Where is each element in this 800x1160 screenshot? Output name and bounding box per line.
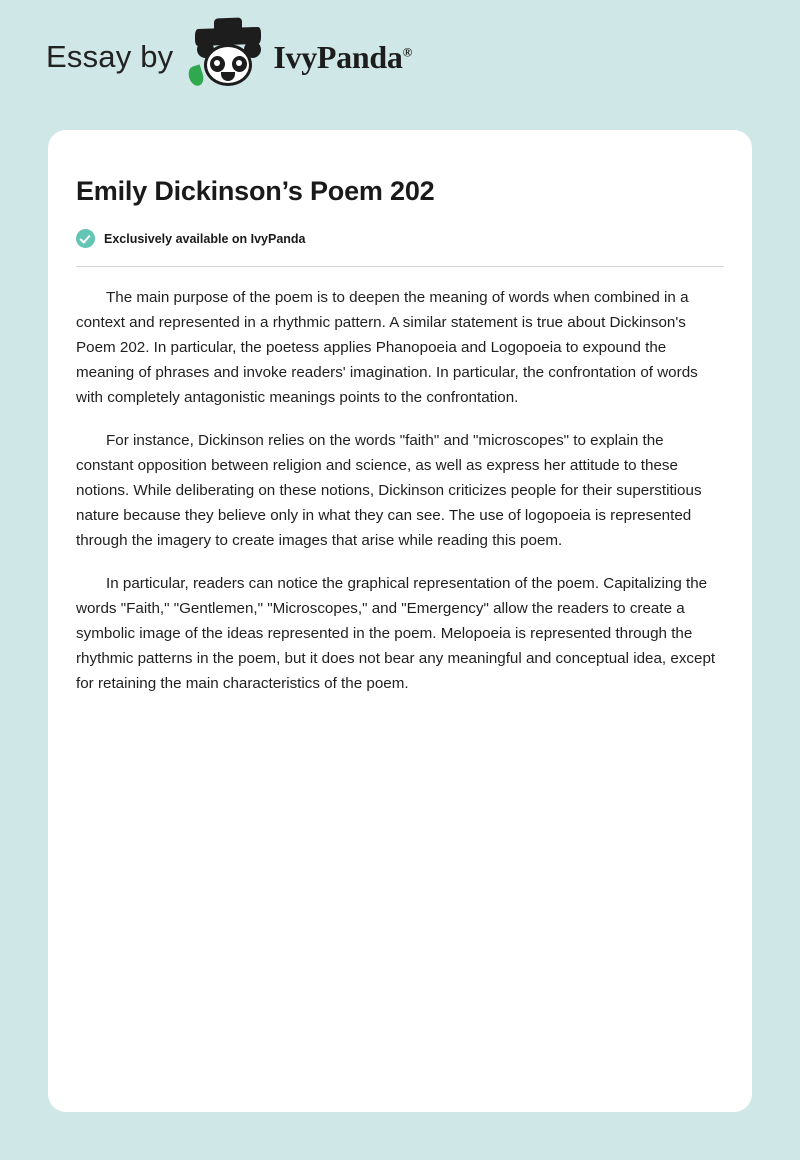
paragraph: For instance, Dickinson relies on the words "faith" and "microscopes" to explain the constant opposition between religion and science, as well as express her attitude to these notions. While deliberating on these notions, Dickinson criticizes people for their superstitious nature because they believe only in what they can see. The use of logopoeia is represented through the imagery to create images that arise while reading this poem. bbox=[76, 432, 702, 549]
header-prefix-text: Essay by bbox=[46, 39, 174, 74]
paragraph: The main purpose of the poem is to deepen the meaning of words when combined in a context and represented in a rhythmic pattern. A similar statement is true about Dickinson's Poem 202. In particular, the poetess applies Phanopoeia and Logopoeia to expound the meaning of phrases and invoke readers' imagination. In particular, the confrontation of words with completely antagonistic meanings points to the confrontation. bbox=[76, 289, 698, 406]
essay-card bbox=[48, 130, 752, 1112]
ivypanda-logo[interactable] bbox=[187, 26, 412, 88]
page-title: Emily Dickinson’s Poem 202 bbox=[76, 176, 435, 206]
logo-word-text: IvyPanda bbox=[273, 38, 403, 75]
status-badge bbox=[76, 229, 724, 248]
header-divider bbox=[76, 266, 724, 267]
logo-registered-mark: ® bbox=[402, 43, 412, 59]
essay-body bbox=[76, 285, 724, 696]
panda-logo-icon bbox=[187, 26, 269, 88]
paragraph: In particular, readers can notice the graphical representation of the poem. Capitalizing the words "Faith," "Gentlemen," "Microscopes," and "Emergency" allow the readers to create a symbolic image of the ideas represented in the poem. Melopoeia is represented through the rhythmic patterns in the poem, but it does not bear any meaningful and conceptual idea, except for retaining the main characteristics of the poem. bbox=[76, 575, 716, 692]
site-header bbox=[0, 0, 800, 78]
status-badge-label: Exclusively available on IvyPanda bbox=[104, 231, 306, 246]
check-circle-icon bbox=[76, 229, 95, 248]
logo-wordmark bbox=[273, 39, 412, 76]
